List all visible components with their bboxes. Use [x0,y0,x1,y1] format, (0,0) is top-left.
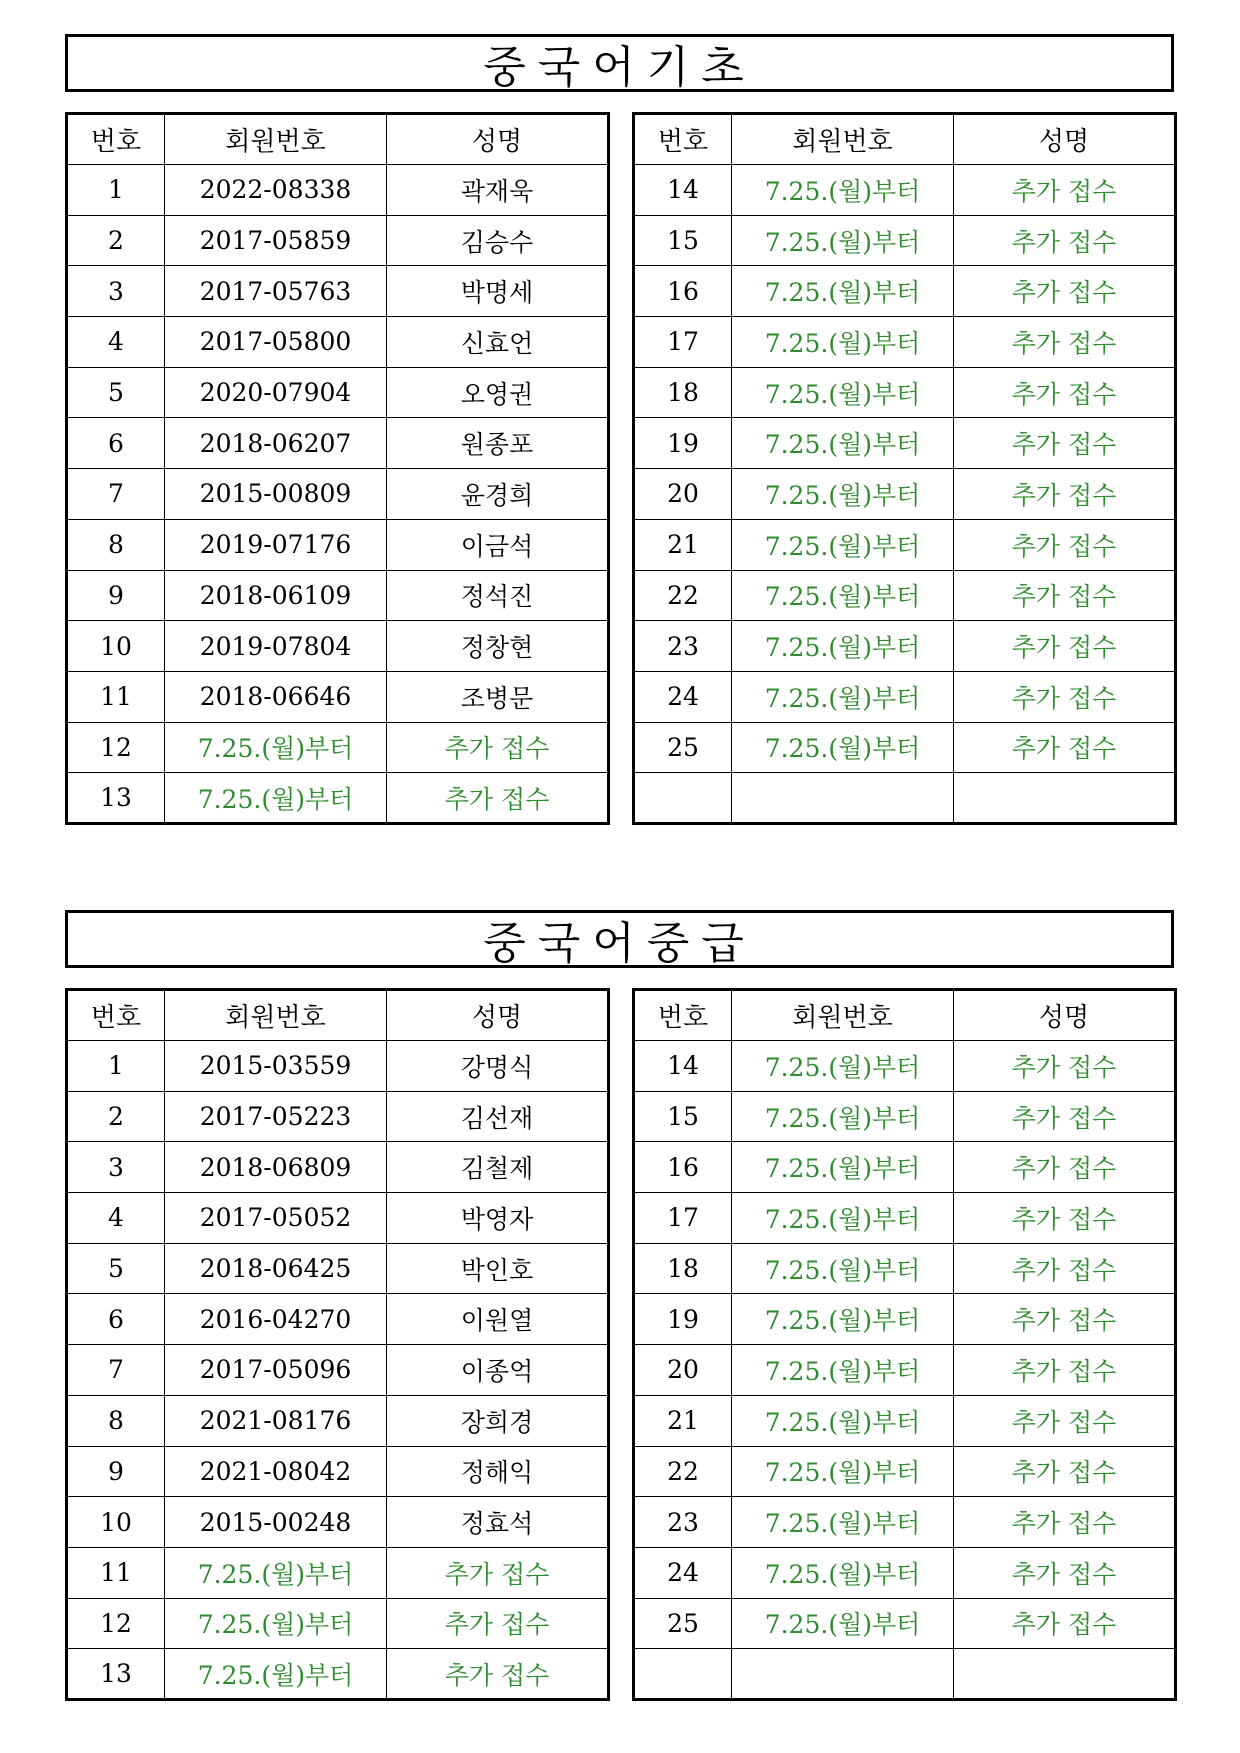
member-name-cell: 추가 접수 [954,671,1176,722]
row-number-cell: 22 [634,1446,732,1497]
member-id-cell: 2017-05800 [165,317,387,368]
table-row [634,1395,1176,1446]
table-row [67,165,609,216]
table-row [634,1193,1176,1244]
row-number-cell: 17 [634,317,732,368]
row-number-cell: 17 [634,1193,732,1244]
member-id-cell [732,1649,954,1700]
header-name: 성명 [387,990,609,1041]
table-row [67,671,609,722]
member-id-cell: 2017-05859 [165,215,387,266]
row-number-cell [634,1649,732,1700]
member-name-cell: 추가 접수 [387,1598,609,1649]
member-name-cell: 정효석 [387,1497,609,1548]
member-name-cell: 추가 접수 [387,1547,609,1598]
table-row [67,1497,609,1548]
header-number: 번호 [634,114,732,165]
row-number-cell: 8 [67,1395,165,1446]
member-id-cell: 2022-08338 [165,165,387,216]
row-number-cell: 23 [634,1497,732,1548]
member-id-cell: 7.25.(월)부터 [732,1142,954,1193]
member-id-cell: 2021-08042 [165,1446,387,1497]
table-row [634,519,1176,570]
row-number-cell: 25 [634,722,732,773]
row-number-cell: 8 [67,519,165,570]
table-row [634,317,1176,368]
member-id-cell: 2017-05223 [165,1091,387,1142]
member-id-cell: 2015-00809 [165,469,387,520]
row-number-cell: 19 [634,1294,732,1345]
row-number-cell: 15 [634,215,732,266]
member-id-cell: 7.25.(월)부터 [732,165,954,216]
table-row [634,165,1176,216]
table-row [634,469,1176,520]
member-name-cell: 강명식 [387,1041,609,1092]
member-name-cell: 추가 접수 [954,165,1176,216]
member-id-cell: 2017-05763 [165,266,387,317]
row-number-cell: 18 [634,367,732,418]
row-number-cell: 14 [634,165,732,216]
member-name-cell: 추가 접수 [954,621,1176,672]
row-number-cell: 20 [634,469,732,520]
table-row [634,1345,1176,1396]
row-number-cell: 2 [67,215,165,266]
header-name: 성명 [954,990,1176,1041]
row-number-cell: 15 [634,1091,732,1142]
row-number-cell: 16 [634,1142,732,1193]
row-number-cell: 7 [67,469,165,520]
member-name-cell: 추가 접수 [954,1041,1176,1092]
section-title-intermediate: 중국어중급 [65,910,1174,968]
row-number-cell: 11 [67,1547,165,1598]
member-name-cell: 추가 접수 [954,1446,1176,1497]
row-number-cell: 1 [67,1041,165,1092]
table-row [634,1649,1176,1700]
row-number-cell: 11 [67,671,165,722]
member-name-cell [954,1649,1176,1700]
member-id-cell: 7.25.(월)부터 [732,519,954,570]
member-id-cell: 7.25.(월)부터 [165,1649,387,1700]
header-name: 성명 [954,114,1176,165]
member-name-cell: 조병문 [387,671,609,722]
member-id-cell: 7.25.(월)부터 [732,671,954,722]
member-id-cell: 2015-00248 [165,1497,387,1548]
row-number-cell: 21 [634,519,732,570]
member-name-cell: 추가 접수 [954,1142,1176,1193]
member-name-cell: 윤경희 [387,469,609,520]
member-name-cell: 추가 접수 [954,1345,1176,1396]
member-name-cell: 이종억 [387,1345,609,1396]
member-name-cell: 장희경 [387,1395,609,1446]
table-row [67,1142,609,1193]
row-number-cell: 16 [634,266,732,317]
member-name-cell: 추가 접수 [954,418,1176,469]
table-row [67,1091,609,1142]
roster-table-intermediate-left [65,988,610,1701]
header-number: 번호 [67,990,165,1041]
table-row [634,621,1176,672]
table-row [634,367,1176,418]
table-row [67,469,609,520]
member-name-cell: 박명세 [387,266,609,317]
row-number-cell: 20 [634,1345,732,1396]
header-member-id: 회원번호 [165,990,387,1041]
member-name-cell: 추가 접수 [954,570,1176,621]
table-row [634,1294,1176,1345]
row-number-cell: 24 [634,1547,732,1598]
table-row [634,266,1176,317]
row-number-cell: 10 [67,621,165,672]
member-id-cell: 2018-06425 [165,1243,387,1294]
member-name-cell: 추가 접수 [954,1193,1176,1244]
member-name-cell: 추가 접수 [954,266,1176,317]
member-name-cell: 추가 접수 [954,469,1176,520]
header-member-id: 회원번호 [732,990,954,1041]
table-row [67,722,609,773]
member-name-cell: 추가 접수 [387,722,609,773]
row-number-cell: 3 [67,266,165,317]
header-member-id: 회원번호 [165,114,387,165]
row-number-cell: 19 [634,418,732,469]
row-number-cell: 13 [67,1649,165,1700]
member-name-cell: 정창현 [387,621,609,672]
member-id-cell: 2016-04270 [165,1294,387,1345]
member-id-cell: 2018-06109 [165,570,387,621]
member-id-cell: 2018-06809 [165,1142,387,1193]
member-id-cell: 7.25.(월)부터 [732,1547,954,1598]
row-number-cell: 23 [634,621,732,672]
table-row [634,215,1176,266]
header-name: 성명 [387,114,609,165]
row-number-cell: 4 [67,317,165,368]
table-row [67,1193,609,1244]
row-number-cell: 9 [67,1446,165,1497]
roster-table-basic-right [632,112,1177,825]
row-number-cell: 5 [67,367,165,418]
member-name-cell: 신효언 [387,317,609,368]
member-id-cell: 7.25.(월)부터 [732,367,954,418]
table-row [67,519,609,570]
row-number-cell: 6 [67,418,165,469]
table-row [67,1041,609,1092]
member-id-cell: 7.25.(월)부터 [732,1294,954,1345]
table-row [67,773,609,824]
row-number-cell: 10 [67,1497,165,1548]
member-id-cell: 2018-06207 [165,418,387,469]
member-name-cell: 추가 접수 [954,1294,1176,1345]
row-number-cell: 5 [67,1243,165,1294]
row-number-cell: 22 [634,570,732,621]
member-name-cell: 추가 접수 [954,1497,1176,1548]
member-id-cell: 7.25.(월)부터 [732,1041,954,1092]
member-id-cell: 7.25.(월)부터 [732,1446,954,1497]
member-name-cell: 추가 접수 [954,215,1176,266]
member-id-cell: 7.25.(월)부터 [732,1395,954,1446]
member-name-cell: 추가 접수 [954,1547,1176,1598]
member-name-cell: 추가 접수 [954,1243,1176,1294]
member-id-cell: 7.25.(월)부터 [732,418,954,469]
member-id-cell: 7.25.(월)부터 [732,317,954,368]
row-number-cell [634,773,732,824]
table-row [634,773,1176,824]
member-id-cell: 2015-03559 [165,1041,387,1092]
header-number: 번호 [634,990,732,1041]
table-row [67,1395,609,1446]
table-row [634,570,1176,621]
table-row [634,722,1176,773]
member-id-cell: 2019-07804 [165,621,387,672]
member-id-cell: 2018-06646 [165,671,387,722]
row-number-cell: 6 [67,1294,165,1345]
member-id-cell: 7.25.(월)부터 [732,1497,954,1548]
table-row [634,1041,1176,1092]
row-number-cell: 25 [634,1598,732,1649]
table-row [634,1446,1176,1497]
row-number-cell: 9 [67,570,165,621]
member-id-cell: 7.25.(월)부터 [732,1193,954,1244]
member-id-cell: 7.25.(월)부터 [165,722,387,773]
member-id-cell: 7.25.(월)부터 [732,1345,954,1396]
member-id-cell: 7.25.(월)부터 [732,621,954,672]
member-id-cell: 2020-07904 [165,367,387,418]
member-id-cell: 7.25.(월)부터 [732,1598,954,1649]
member-name-cell: 추가 접수 [954,519,1176,570]
member-name-cell: 추가 접수 [954,317,1176,368]
roster-table-basic-left [65,112,610,825]
member-name-cell [954,773,1176,824]
member-id-cell: 7.25.(월)부터 [732,469,954,520]
member-name-cell: 곽재욱 [387,165,609,216]
table-row [67,367,609,418]
table-row [634,1142,1176,1193]
table-row [67,1446,609,1497]
member-name-cell: 김선재 [387,1091,609,1142]
table-row [634,671,1176,722]
header-number: 번호 [67,114,165,165]
row-number-cell: 24 [634,671,732,722]
member-id-cell [732,773,954,824]
table-row [634,1547,1176,1598]
header-member-id: 회원번호 [732,114,954,165]
member-id-cell: 7.25.(월)부터 [732,570,954,621]
row-number-cell: 7 [67,1345,165,1396]
row-number-cell: 21 [634,1395,732,1446]
member-name-cell: 이원열 [387,1294,609,1345]
table-row [634,1091,1176,1142]
table-row [67,1547,609,1598]
row-number-cell: 18 [634,1243,732,1294]
table-row [67,1598,609,1649]
table-row [634,1598,1176,1649]
member-id-cell: 7.25.(월)부터 [732,1243,954,1294]
roster-table-intermediate-right [632,988,1177,1701]
member-name-cell: 추가 접수 [387,1649,609,1700]
table-row [634,1497,1176,1548]
member-id-cell: 7.25.(월)부터 [732,215,954,266]
row-number-cell: 4 [67,1193,165,1244]
member-name-cell: 정해익 [387,1446,609,1497]
table-row [67,621,609,672]
member-name-cell: 박영자 [387,1193,609,1244]
table-row [67,1649,609,1700]
member-id-cell: 7.25.(월)부터 [732,266,954,317]
row-number-cell: 2 [67,1091,165,1142]
table-row [67,1294,609,1345]
member-name-cell: 추가 접수 [954,1395,1176,1446]
member-id-cell: 7.25.(월)부터 [165,1547,387,1598]
member-id-cell: 2021-08176 [165,1395,387,1446]
member-name-cell: 추가 접수 [954,1598,1176,1649]
member-id-cell: 7.25.(월)부터 [165,773,387,824]
row-number-cell: 12 [67,722,165,773]
table-row [67,317,609,368]
table-row [634,1243,1176,1294]
member-name-cell: 오영권 [387,367,609,418]
member-name-cell: 김승수 [387,215,609,266]
row-number-cell: 13 [67,773,165,824]
section-title-basic: 중국어기초 [65,34,1174,92]
row-number-cell: 14 [634,1041,732,1092]
member-id-cell: 2017-05096 [165,1345,387,1396]
member-id-cell: 2017-05052 [165,1193,387,1244]
member-name-cell: 이금석 [387,519,609,570]
row-number-cell: 12 [67,1598,165,1649]
member-name-cell: 정석진 [387,570,609,621]
member-name-cell: 추가 접수 [954,722,1176,773]
table-row [67,1243,609,1294]
member-id-cell: 7.25.(월)부터 [732,722,954,773]
member-name-cell: 박인호 [387,1243,609,1294]
table-row [67,266,609,317]
member-id-cell: 7.25.(월)부터 [732,1091,954,1142]
member-name-cell: 김철제 [387,1142,609,1193]
table-row [67,1345,609,1396]
member-id-cell: 7.25.(월)부터 [165,1598,387,1649]
table-row [634,418,1176,469]
table-row [67,215,609,266]
member-id-cell: 2019-07176 [165,519,387,570]
member-name-cell: 추가 접수 [954,1091,1176,1142]
table-row [67,570,609,621]
member-name-cell: 원종포 [387,418,609,469]
row-number-cell: 1 [67,165,165,216]
row-number-cell: 3 [67,1142,165,1193]
member-name-cell: 추가 접수 [954,367,1176,418]
member-name-cell: 추가 접수 [387,773,609,824]
table-row [67,418,609,469]
